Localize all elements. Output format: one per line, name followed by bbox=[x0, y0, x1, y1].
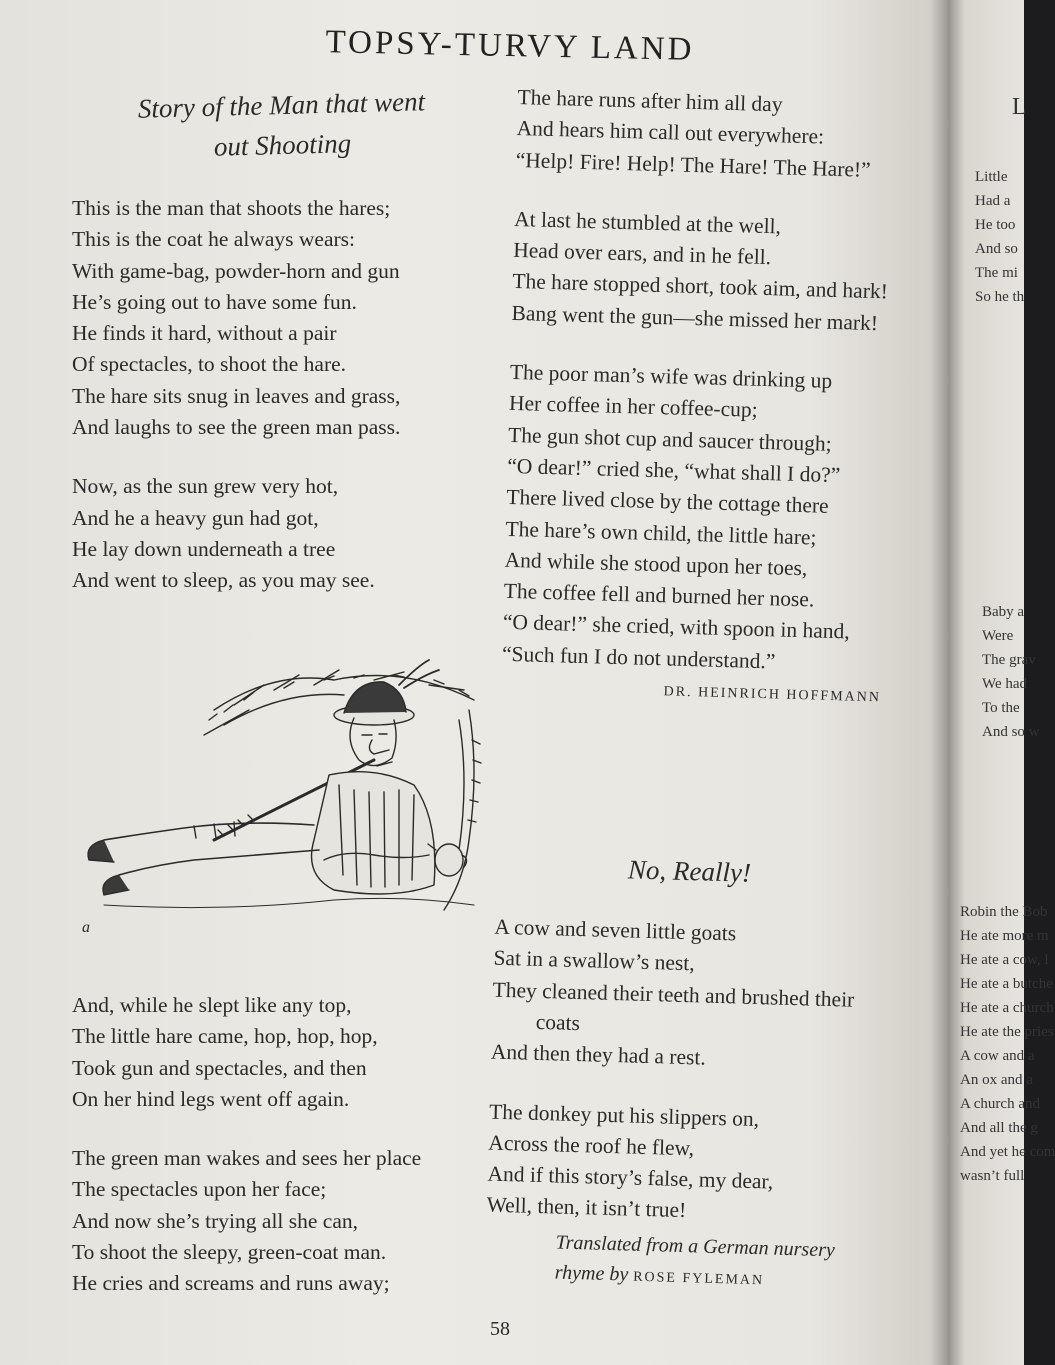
facing-page-block-2 bbox=[982, 600, 1040, 744]
verse-line: A cow and seven little goats bbox=[494, 914, 737, 946]
verse-line: And, while he slept like any top, bbox=[72, 993, 352, 1017]
credit-line: Translated from a German nursery bbox=[555, 1231, 836, 1262]
verse-line: The hare sits snug in leaves and grass, bbox=[72, 383, 401, 408]
verse-line: The spectacles upon her face; bbox=[72, 1177, 327, 1202]
author-attribution: DR. HEINRICH HOFFMANN bbox=[663, 684, 882, 706]
verse-line: And while she stood upon her toes, bbox=[504, 547, 808, 581]
facing-line: He too bbox=[975, 217, 1016, 233]
stanza bbox=[511, 204, 934, 341]
verse-line: Across the roof he flew, bbox=[488, 1130, 695, 1161]
facing-line: Robin the Bob bbox=[960, 904, 1048, 920]
verse-line: “O dear!” she cried, with spoon in hand, bbox=[502, 610, 851, 644]
facing-line: Were bbox=[982, 628, 1014, 644]
facing-line: And all the g bbox=[960, 1120, 1038, 1136]
sleeping-hunter-illustration bbox=[74, 650, 494, 940]
verse-line: coats bbox=[535, 1009, 581, 1036]
running-head: TOPSY-TURVY LAND bbox=[325, 24, 695, 68]
facing-line: He ate more m bbox=[960, 928, 1049, 944]
illustrator-signature: a bbox=[82, 919, 90, 936]
verse-line: “Such fun I do not understand.” bbox=[501, 641, 776, 674]
facing-line: The mi bbox=[975, 265, 1018, 281]
verse-line: Of spectacles, to shoot the hare. bbox=[72, 352, 347, 377]
stanza bbox=[72, 471, 492, 596]
facing-line: Had a bbox=[975, 193, 1011, 209]
stanza bbox=[486, 1096, 909, 1233]
verse-line: They cleaned their teeth and brushed their bbox=[492, 977, 855, 1012]
facing-line: An ox and a bbox=[960, 1072, 1033, 1088]
facing-line: A church and bbox=[960, 1096, 1040, 1112]
poem-title bbox=[71, 80, 493, 171]
verse-line: This is the coat he always wears: bbox=[72, 227, 355, 252]
facing-line: He ate the pries bbox=[960, 1024, 1054, 1040]
verse-line: And went to sleep, as you may see. bbox=[72, 568, 375, 593]
verse-line: To shoot the sleepy, green-coat man. bbox=[72, 1240, 387, 1265]
verse-line: The poor man’s wife was drinking up bbox=[509, 359, 833, 393]
verse-line: “O dear!” cried she, “what shall I do?” bbox=[506, 453, 841, 488]
verse-line: Took gun and spectacles, and then bbox=[72, 1055, 367, 1080]
verse-line: There lived close by the cottage there bbox=[506, 485, 829, 519]
verse-line: The coffee fell and burned her nose. bbox=[503, 578, 815, 612]
verse-line: Now, as the sun grew very hot, bbox=[72, 474, 339, 499]
facing-page-block-1 bbox=[975, 165, 1035, 309]
facing-line: Little bbox=[975, 169, 1008, 185]
verse-line: And if this story’s false, my dear, bbox=[487, 1161, 774, 1194]
facing-page-fragment: L bbox=[1012, 94, 1027, 120]
verse-line: The green man wakes and sees her place bbox=[72, 1146, 422, 1171]
verse-line: At last he stumbled at the well, bbox=[513, 206, 782, 239]
facing-line: He ate a cow, l bbox=[960, 952, 1049, 968]
verse-line: This is the man that shoots the hares; bbox=[72, 196, 391, 220]
verse-line: And hears him call out everywhere: bbox=[516, 116, 825, 149]
verse-line: He cries and screams and runs away; bbox=[72, 1271, 390, 1296]
facing-line: And yet he com bbox=[960, 1144, 1055, 1160]
verse-line: With game-bag, powder-horn and gun bbox=[72, 258, 400, 283]
facing-line: To the bbox=[982, 700, 1020, 716]
verse-line: The donkey put his slippers on, bbox=[488, 1099, 760, 1131]
verse-line: Well, then, it isn’t true! bbox=[486, 1192, 687, 1223]
verse-line: “Help! Fire! Help! The Hare! The Hare!” bbox=[515, 147, 872, 182]
stanza bbox=[72, 1143, 502, 1299]
stanza bbox=[72, 193, 492, 443]
facing-line: wasn’t full bbox=[960, 1168, 1025, 1184]
verse-line: He’s going out to have some fun. bbox=[72, 289, 357, 314]
page-number: 58 bbox=[490, 1318, 510, 1340]
verse-line: He lay down underneath a tree bbox=[72, 536, 336, 561]
stanza bbox=[515, 82, 937, 188]
facing-line: And so bbox=[975, 241, 1018, 257]
verse-line: And now she’s trying all she can, bbox=[72, 1208, 359, 1233]
verse-line: The hare runs after him all day bbox=[517, 84, 783, 117]
stanza bbox=[72, 990, 502, 1115]
verse-line: The hare stopped short, took aim, and hark! bbox=[512, 269, 889, 304]
verse-line: Her coffee in her coffee-cup; bbox=[508, 391, 758, 423]
facing-line: Baby a bbox=[982, 604, 1025, 620]
facing-line: And so w bbox=[982, 724, 1040, 740]
facing-line: He ate a church bbox=[960, 1000, 1054, 1016]
verse-line: And then they had a rest. bbox=[490, 1039, 707, 1070]
left-column-lower bbox=[72, 990, 502, 1328]
translation-credit bbox=[484, 1225, 906, 1300]
left-column bbox=[72, 85, 492, 625]
facing-line: He ate a butche bbox=[960, 976, 1053, 992]
facing-page-block-3 bbox=[960, 900, 1055, 1188]
verse-line: Sat in a swallow’s nest, bbox=[493, 946, 696, 976]
verse-line: The hare’s own child, the little hare; bbox=[505, 516, 817, 550]
poem-title: No, Really! bbox=[627, 854, 752, 888]
facing-line: A cow and a bbox=[960, 1048, 1035, 1064]
stanza bbox=[490, 912, 914, 1080]
right-column bbox=[484, 82, 938, 1300]
stanza bbox=[502, 357, 931, 682]
verse-line: Bang went the gun—she missed her mark! bbox=[511, 300, 879, 335]
verse-line: The little hare came, hop, hop, hop, bbox=[72, 1024, 378, 1049]
verse-line: On her hind legs went off again. bbox=[72, 1086, 350, 1111]
credit-text: rhyme by bbox=[554, 1261, 629, 1286]
poem-title-line: out Shooting bbox=[213, 128, 352, 162]
poem-title-line: Story of the Man that went bbox=[137, 86, 426, 124]
facing-line: So he th bbox=[975, 289, 1025, 305]
facing-line: We had bbox=[982, 676, 1028, 692]
verse-line: And laughs to see the green man pass. bbox=[72, 415, 401, 440]
verse-line: The gun shot cup and saucer through; bbox=[507, 422, 832, 456]
verse-line: He finds it hard, without a pair bbox=[72, 321, 337, 346]
verse-line: Head over ears, and in he fell. bbox=[512, 238, 772, 270]
verse-line: And he a heavy gun had got, bbox=[72, 505, 319, 530]
translator-name: ROSE FYLEMAN bbox=[632, 1269, 765, 1289]
facing-line: The grav bbox=[982, 652, 1036, 668]
